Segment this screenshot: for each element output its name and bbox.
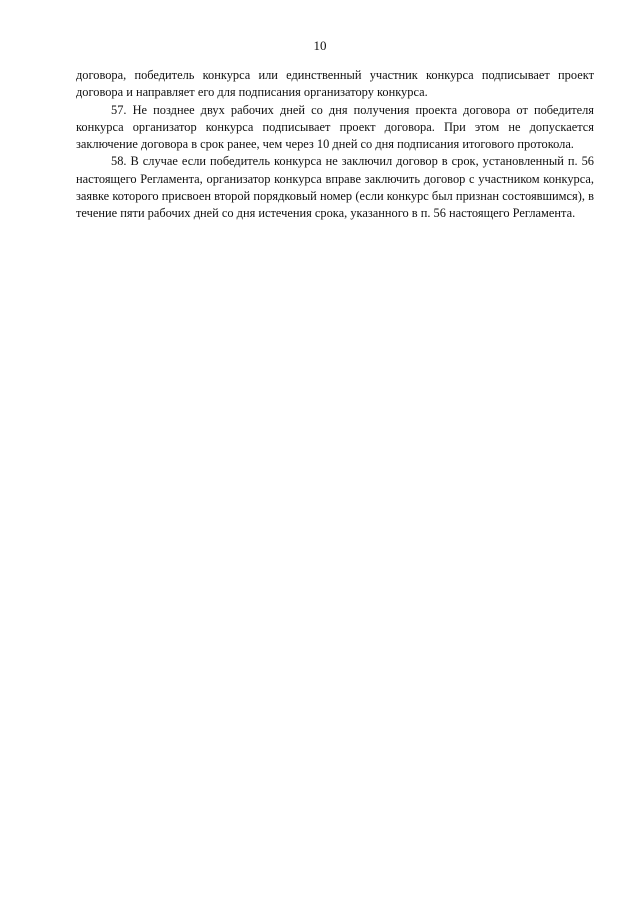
paragraph-clause-57: 57. Не позднее двух рабочих дней со дня получения проекта договора от победителя конкурса организатор конкурса подписывает проект договора. При этом не допускается заключение договора в срок ранее, чем через 10 дней со дня подписания итогового протокола. — [76, 102, 594, 152]
paragraph-clause-58: 58. В случае если победитель конкурса не заключил договор в срок, установленный п. 56 настоящего Регламента, организатор конкурса вправе заключить договор с участником конкурса, заявке которого присвоен второй порядковый номер (если конкурс был признан состоявшимся), в течение пяти рабочих дней со дня истечения срока, указанного в п. 56 настоящего Регламента. — [76, 154, 594, 221]
document-body — [76, 67, 594, 223]
paragraph-continuation: договора, победитель конкурса или единственный участник конкурса подписывает проект договора и направляет его для подписания организатору конкурса. — [76, 68, 594, 100]
page-number: 10 — [313, 38, 327, 53]
